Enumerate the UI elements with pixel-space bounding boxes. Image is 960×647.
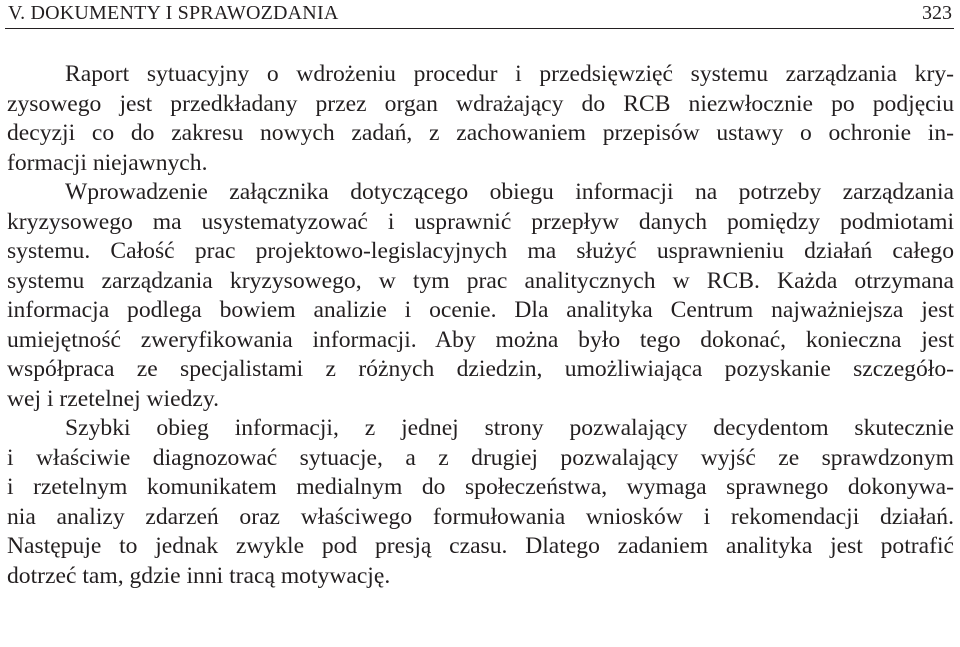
text-line: decyzji co do zakresu nowych zadań, z zachowaniem przepisów ustawy o ochronie in- <box>7 120 954 146</box>
text-line: zysowego jest przedkładany przez organ wdrażający do RCB niezwłocznie po podjęciu <box>7 90 954 117</box>
paragraph-2 <box>7 178 954 414</box>
text-line: i rzetelnym komunikatem medialnym do społeczeństwa, wymaga sprawnego dokonywa- <box>7 474 954 500</box>
text-line: Szybki obieg informacji, z jednej strony pozwalający decydentom skutecznie <box>65 415 954 441</box>
text-line: umiejętność zweryfikowania informacji. Aby można było tego dokonać, konieczna jest <box>7 326 954 353</box>
text-line: współpraca ze specjalistami z różnych dziedzin, umożliwiająca pozyskanie szczegóło- <box>7 356 954 382</box>
paragraph-3 <box>7 414 954 591</box>
text-line: systemu zarządzania kryzysowego, w tym prac analitycznych w RCB. Każda otrzymana <box>7 267 954 294</box>
text-line: formacji niejawnych. <box>7 149 208 176</box>
section-title: V. DOKUMENTY I SPRAWOZDANIA <box>8 2 339 24</box>
running-header <box>5 0 954 29</box>
text-line: i właściwie diagnozować sytuacje, a z drugiej pozwalający wyjść ze sprawdzonym <box>7 444 954 471</box>
text-line: systemu. Całość prac projektowo-legislacyjnych ma służyć usprawnieniu działań całego <box>7 238 954 264</box>
text-line: Następuje to jednak zwykle pod presją czasu. Dlatego zadaniem analityka jest potrafić <box>7 533 954 559</box>
paragraph-1 <box>7 60 954 178</box>
page-number: 323 <box>922 2 952 24</box>
text-line: wej i rzetelnej wiedzy. <box>7 385 220 412</box>
text-line: informacja podlega bowiem analizie i ocenie. Dla analityka Centrum najważniejsza jest <box>7 297 954 323</box>
text-line: kryzysowego ma usystematyzować i usprawnić przepływ danych pomiędzy podmiotami <box>7 208 954 235</box>
text-line: nia analizy zdarzeń oraz właściwego formułowania wniosków i rekomendacji działań. <box>7 503 954 530</box>
text-line: Raport sytuacyjny o wdrożeniu procedur i przedsięwzięć systemu zarządzania kry- <box>65 61 954 87</box>
body-text <box>7 60 954 591</box>
text-line: Wprowadzenie załącznika dotyczącego obiegu informacji na potrzeby zarządzania <box>65 179 954 205</box>
text-line: dotrzeć tam, gdzie inni tracą motywację. <box>7 562 391 589</box>
